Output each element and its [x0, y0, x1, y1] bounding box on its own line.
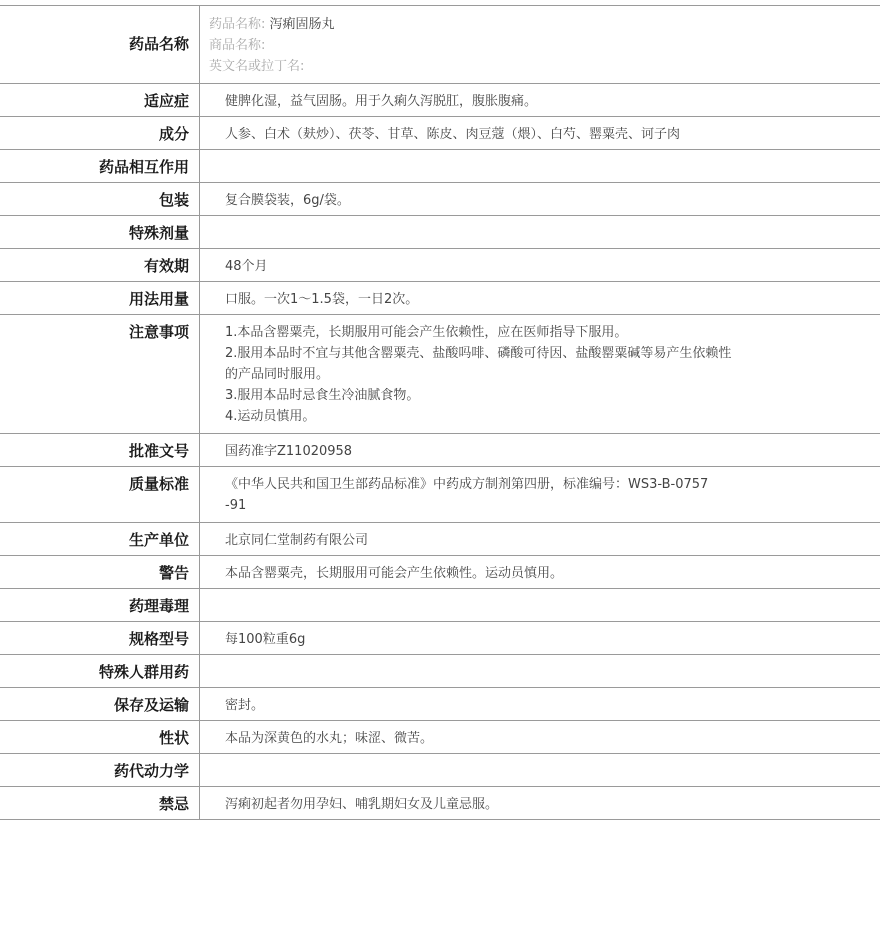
- value-line: 的产品同时服用。: [225, 367, 330, 382]
- row-storage: [0, 688, 880, 721]
- trade-name-key: 商品名称:: [209, 38, 266, 53]
- row-pharmacology-toxicology: [0, 589, 880, 622]
- row-value: [200, 523, 880, 555]
- row-drug-interactions: [0, 150, 880, 183]
- value-line: 1.本品含罂粟壳，长期服用可能会产生依赖性，应在医师指导下服用。: [225, 325, 628, 340]
- row-value: [200, 655, 880, 687]
- value-line: 3.服用本品时忌食生冷油腻食物。: [225, 388, 420, 403]
- value-line: 4.运动员慎用。: [225, 409, 316, 424]
- row-value: [200, 216, 880, 248]
- row-value: [200, 183, 880, 215]
- value-line: 《中华人民共和国卫生部药品标准》中药成方制剂第四册，标准编号：WS3-B-0757: [225, 477, 709, 492]
- row-label: 药理毒理: [0, 589, 200, 621]
- row-value: [200, 622, 880, 654]
- row-value: [200, 117, 880, 149]
- row-specification: [0, 622, 880, 655]
- row-packaging: [0, 183, 880, 216]
- value-line: 密封。: [225, 698, 265, 713]
- english-name-line: [209, 56, 880, 77]
- row-dosage: [0, 282, 880, 315]
- row-value: [200, 556, 880, 588]
- row-label: 药品名称: [0, 6, 200, 83]
- value-line: 2.服用本品时不宜与其他含罂粟壳、盐酸吗啡、磷酸可待因、盐酸罂粟碱等易产生依赖性: [225, 346, 732, 361]
- row-value: [200, 589, 880, 621]
- value-line: 口服。一次1～1.5袋，一日2次。: [225, 292, 419, 307]
- row-value: [200, 315, 880, 433]
- value-line: -91: [225, 498, 247, 513]
- row-label: 性状: [0, 721, 200, 753]
- row-label: 药代动力学: [0, 754, 200, 786]
- drug-name-key: 药品名称:: [209, 17, 266, 32]
- row-warning: [0, 556, 880, 589]
- trade-name-line: [209, 35, 880, 56]
- row-label: 规格型号: [0, 622, 200, 654]
- drug-name-line: [209, 14, 880, 35]
- row-value: [200, 754, 880, 786]
- row-label: 注意事项: [0, 315, 200, 433]
- row-label: 药品相互作用: [0, 150, 200, 182]
- row-label: 批准文号: [0, 434, 200, 466]
- row-label: 警告: [0, 556, 200, 588]
- row-pharmacokinetics: [0, 754, 880, 787]
- value-line: 北京同仁堂制药有限公司: [225, 533, 369, 548]
- row-value: [200, 688, 880, 720]
- names-cell: [200, 6, 880, 83]
- english-name-key: 英文名或拉丁名:: [209, 59, 305, 74]
- row-label: 质量标准: [0, 467, 200, 522]
- row-label: 生产单位: [0, 523, 200, 555]
- row-label: 有效期: [0, 249, 200, 281]
- row-ingredients: [0, 117, 880, 150]
- drug-info-table: [0, 5, 880, 820]
- row-special-populations: [0, 655, 880, 688]
- value-line: 本品为深黄色的水丸；味涩、微苦。: [225, 731, 434, 746]
- row-description: [0, 721, 880, 754]
- row-value: [200, 150, 880, 182]
- drug-name-value: 泻痢固肠丸: [269, 17, 335, 32]
- value-line: 国药准字Z11020958: [225, 444, 353, 459]
- row-label: 禁忌: [0, 787, 200, 819]
- row-contraindications: [0, 787, 880, 820]
- value-line: 泻痢初起者勿用孕妇、哺乳期妇女及儿童忌服。: [225, 797, 499, 812]
- row-value: [200, 721, 880, 753]
- value-line: 健脾化湿，益气固肠。用于久痢久泻脱肛，腹胀腹痛。: [225, 94, 538, 109]
- row-label: 特殊剂量: [0, 216, 200, 248]
- row-value: [200, 434, 880, 466]
- row-value: [200, 787, 880, 819]
- row-label: 特殊人群用药: [0, 655, 200, 687]
- row-indications: [0, 84, 880, 117]
- row-shelf-life: [0, 249, 880, 282]
- row-value: [200, 84, 880, 116]
- value-line: 本品含罂粟壳，长期服用可能会产生依赖性。运动员慎用。: [225, 566, 564, 581]
- row-value: [200, 282, 880, 314]
- row-label: 适应症: [0, 84, 200, 116]
- row-manufacturer: [0, 523, 880, 556]
- value-line: 48个月: [225, 259, 268, 274]
- value-line: 复合膜袋装，6g/袋。: [225, 193, 350, 208]
- row-quality-standard: [0, 467, 880, 523]
- row-precautions: [0, 315, 880, 434]
- row-label: 保存及运输: [0, 688, 200, 720]
- row-label: 用法用量: [0, 282, 200, 314]
- row-label: 包装: [0, 183, 200, 215]
- row-approval-number: [0, 434, 880, 467]
- row-value: [200, 249, 880, 281]
- value-line: 每100粒重6g: [225, 632, 306, 647]
- row-label: 成分: [0, 117, 200, 149]
- row-special-dosage: [0, 216, 880, 249]
- row-value: [200, 467, 880, 522]
- row-drug-name: [0, 6, 880, 84]
- value-line: 人参、白术（麸炒）、茯苓、甘草、陈皮、肉豆蔻（煨）、白芍、罂粟壳、诃子肉: [225, 127, 681, 142]
